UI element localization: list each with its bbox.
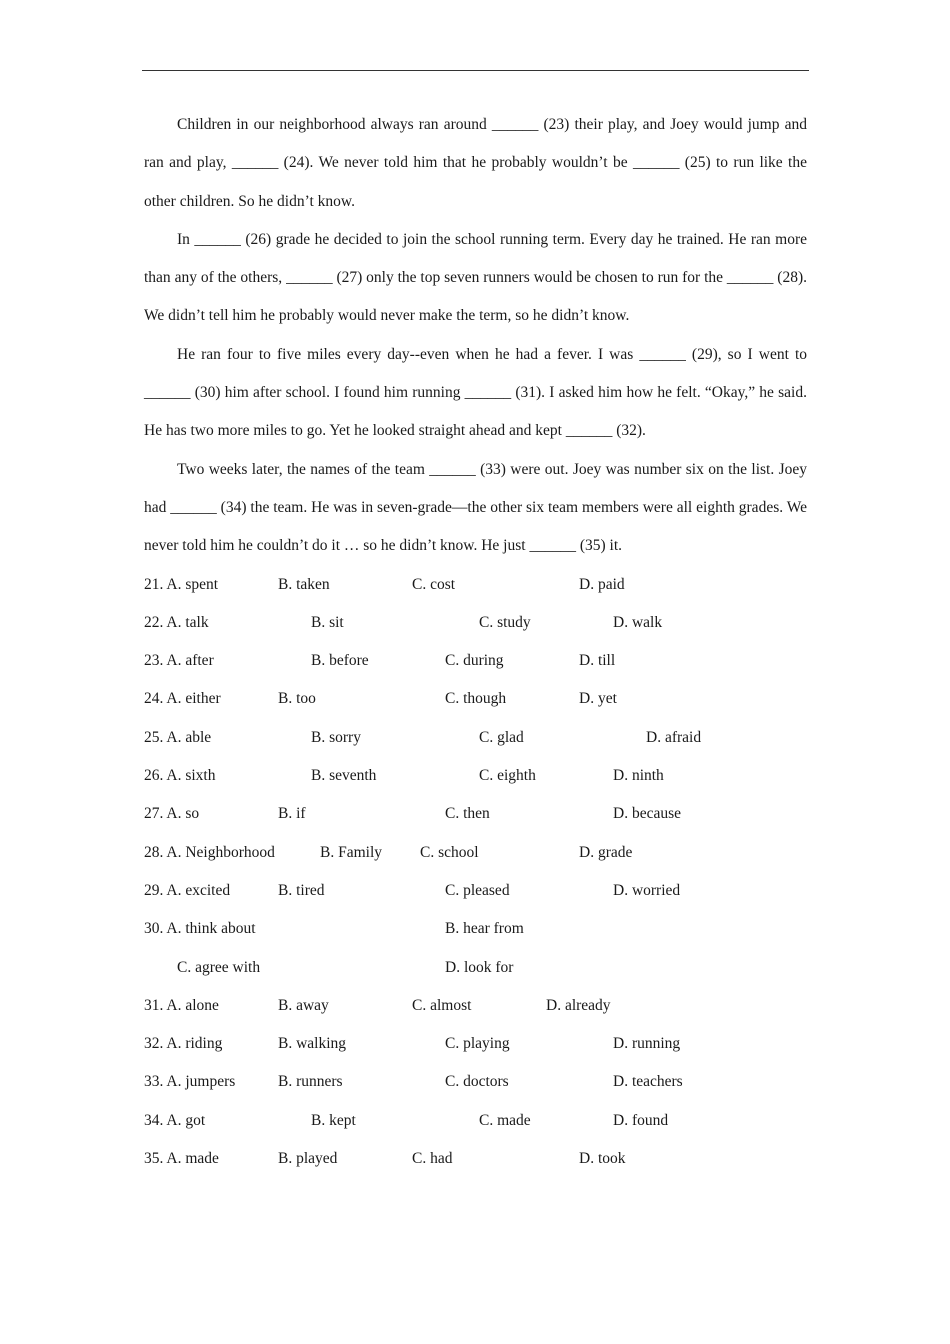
option-b: B. seventh	[311, 767, 377, 785]
option-b: B. walking	[278, 1035, 347, 1053]
option-d: D. look for	[445, 958, 514, 976]
option-b: B. Family	[320, 843, 383, 861]
option-d: D. teachers	[613, 1073, 683, 1091]
option-b: B. runners	[278, 1073, 343, 1091]
question-34-options	[144, 1102, 807, 1140]
question-32-options	[144, 1025, 807, 1063]
option-c: C. school	[420, 843, 479, 861]
option-d: D. worried	[613, 881, 681, 899]
option-c: C. then	[445, 805, 490, 823]
question-33-options	[144, 1063, 807, 1101]
option-a: 24. A. either	[144, 690, 221, 708]
option-c: C. almost	[412, 996, 472, 1014]
option-d: D. grade	[579, 843, 633, 861]
option-c: C. study	[479, 613, 531, 631]
option-d: D. ninth	[613, 767, 664, 785]
option-b: B. sit	[311, 613, 344, 631]
option-d: D. till	[579, 652, 616, 670]
option-c: C. made	[479, 1111, 531, 1129]
option-b: B. taken	[278, 575, 330, 593]
option-d: D. paid	[579, 575, 625, 593]
option-d: D. walk	[613, 613, 663, 631]
option-a: 22. A. talk	[144, 613, 209, 631]
question-27-options	[144, 795, 807, 833]
option-d: D. found	[613, 1111, 669, 1129]
option-a: 25. A. able	[144, 728, 212, 746]
question-35-options	[144, 1140, 807, 1178]
option-c: C. eighth	[479, 767, 536, 785]
question-21-options	[144, 566, 807, 604]
option-b: B. too	[278, 690, 316, 708]
option-a: 30. A. think about	[144, 920, 256, 938]
passage-paragraph: Children in our neighborhood always ran around ______ (23) their play, and Joey would jump and ran and play, ______ (24). We never told him that he probably wouldn’t be ______ (25) to run like the other children. So he didn’t know.	[144, 116, 807, 210]
option-b: B. played	[278, 1150, 338, 1168]
option-d: D. afraid	[646, 728, 702, 746]
option-a: 32. A. riding	[144, 1035, 223, 1053]
option-a: 21. A. spent	[144, 575, 219, 593]
option-c: C. doctors	[445, 1073, 509, 1091]
option-c: C. during	[445, 652, 504, 670]
option-c: C. glad	[479, 728, 524, 746]
passage-paragraph: Two weeks later, the names of the team ______ (33) were out. Joey was number six on the list. Joey had ______ (34) the team. He was in seven-grade—the other six team members were all eighth grades. We never told him he couldn’t do it … so he didn’t know. He just ______ (35) it.	[144, 460, 807, 555]
option-c: C. cost	[412, 575, 456, 593]
option-d: D. running	[613, 1035, 681, 1053]
option-d: D. because	[613, 805, 681, 823]
option-d: D. yet	[579, 690, 617, 708]
question-30-options-continued	[144, 949, 807, 987]
passage-paragraph: In ______ (26) grade he decided to join the school running term. Every day he trained. He ran more than any of the others, ______ (27) only the top seven runners would be chosen to run for the ______ (28). We didn’t tell him he probably would never make the term, so he didn’t know.	[144, 230, 807, 325]
header-rule	[142, 70, 809, 71]
option-a: 29. A. excited	[144, 881, 231, 899]
option-b: B. kept	[311, 1111, 356, 1129]
question-28-options	[144, 834, 807, 872]
option-a: 35. A. made	[144, 1150, 219, 1168]
option-b: B. sorry	[311, 728, 361, 746]
option-c: C. had	[412, 1150, 453, 1168]
option-c: C. pleased	[445, 881, 510, 899]
option-b: B. tired	[278, 881, 325, 899]
question-22-options	[144, 604, 807, 642]
option-a: 27. A. so	[144, 805, 200, 823]
question-31-options	[144, 987, 807, 1025]
option-a: 26. A. sixth	[144, 767, 216, 785]
option-c: C. playing	[445, 1035, 510, 1053]
question-26-options	[144, 757, 807, 795]
option-a: 31. A. alone	[144, 996, 219, 1014]
option-d: D. took	[579, 1150, 626, 1168]
passage-paragraph: He ran four to five miles every day--even when he had a fever. I was ______ (29), so I went to ______ (30) him after school. I found him running ______ (31). I asked him how he felt. “Okay,” he said. He has two more miles to go. Yet he looked straight ahead and kept ______ (32).	[144, 345, 807, 440]
option-a: 28. A. Neighborhood	[144, 843, 275, 861]
option-b: B. before	[311, 652, 369, 670]
option-c: C. agree with	[177, 958, 261, 976]
option-b: B. if	[278, 805, 306, 823]
option-a: 23. A. after	[144, 652, 214, 670]
option-b: B. hear from	[445, 920, 524, 938]
question-24-options	[144, 680, 807, 718]
question-25-options	[144, 719, 807, 757]
option-a: 33. A. jumpers	[144, 1073, 236, 1091]
question-30-options	[144, 910, 807, 948]
option-d: D. already	[546, 996, 611, 1014]
option-a: 34. A. got	[144, 1111, 206, 1129]
document-body	[144, 106, 807, 1178]
question-23-options	[144, 642, 807, 680]
question-29-options	[144, 872, 807, 910]
option-c: C. though	[445, 690, 507, 708]
option-b: B. away	[278, 996, 329, 1014]
